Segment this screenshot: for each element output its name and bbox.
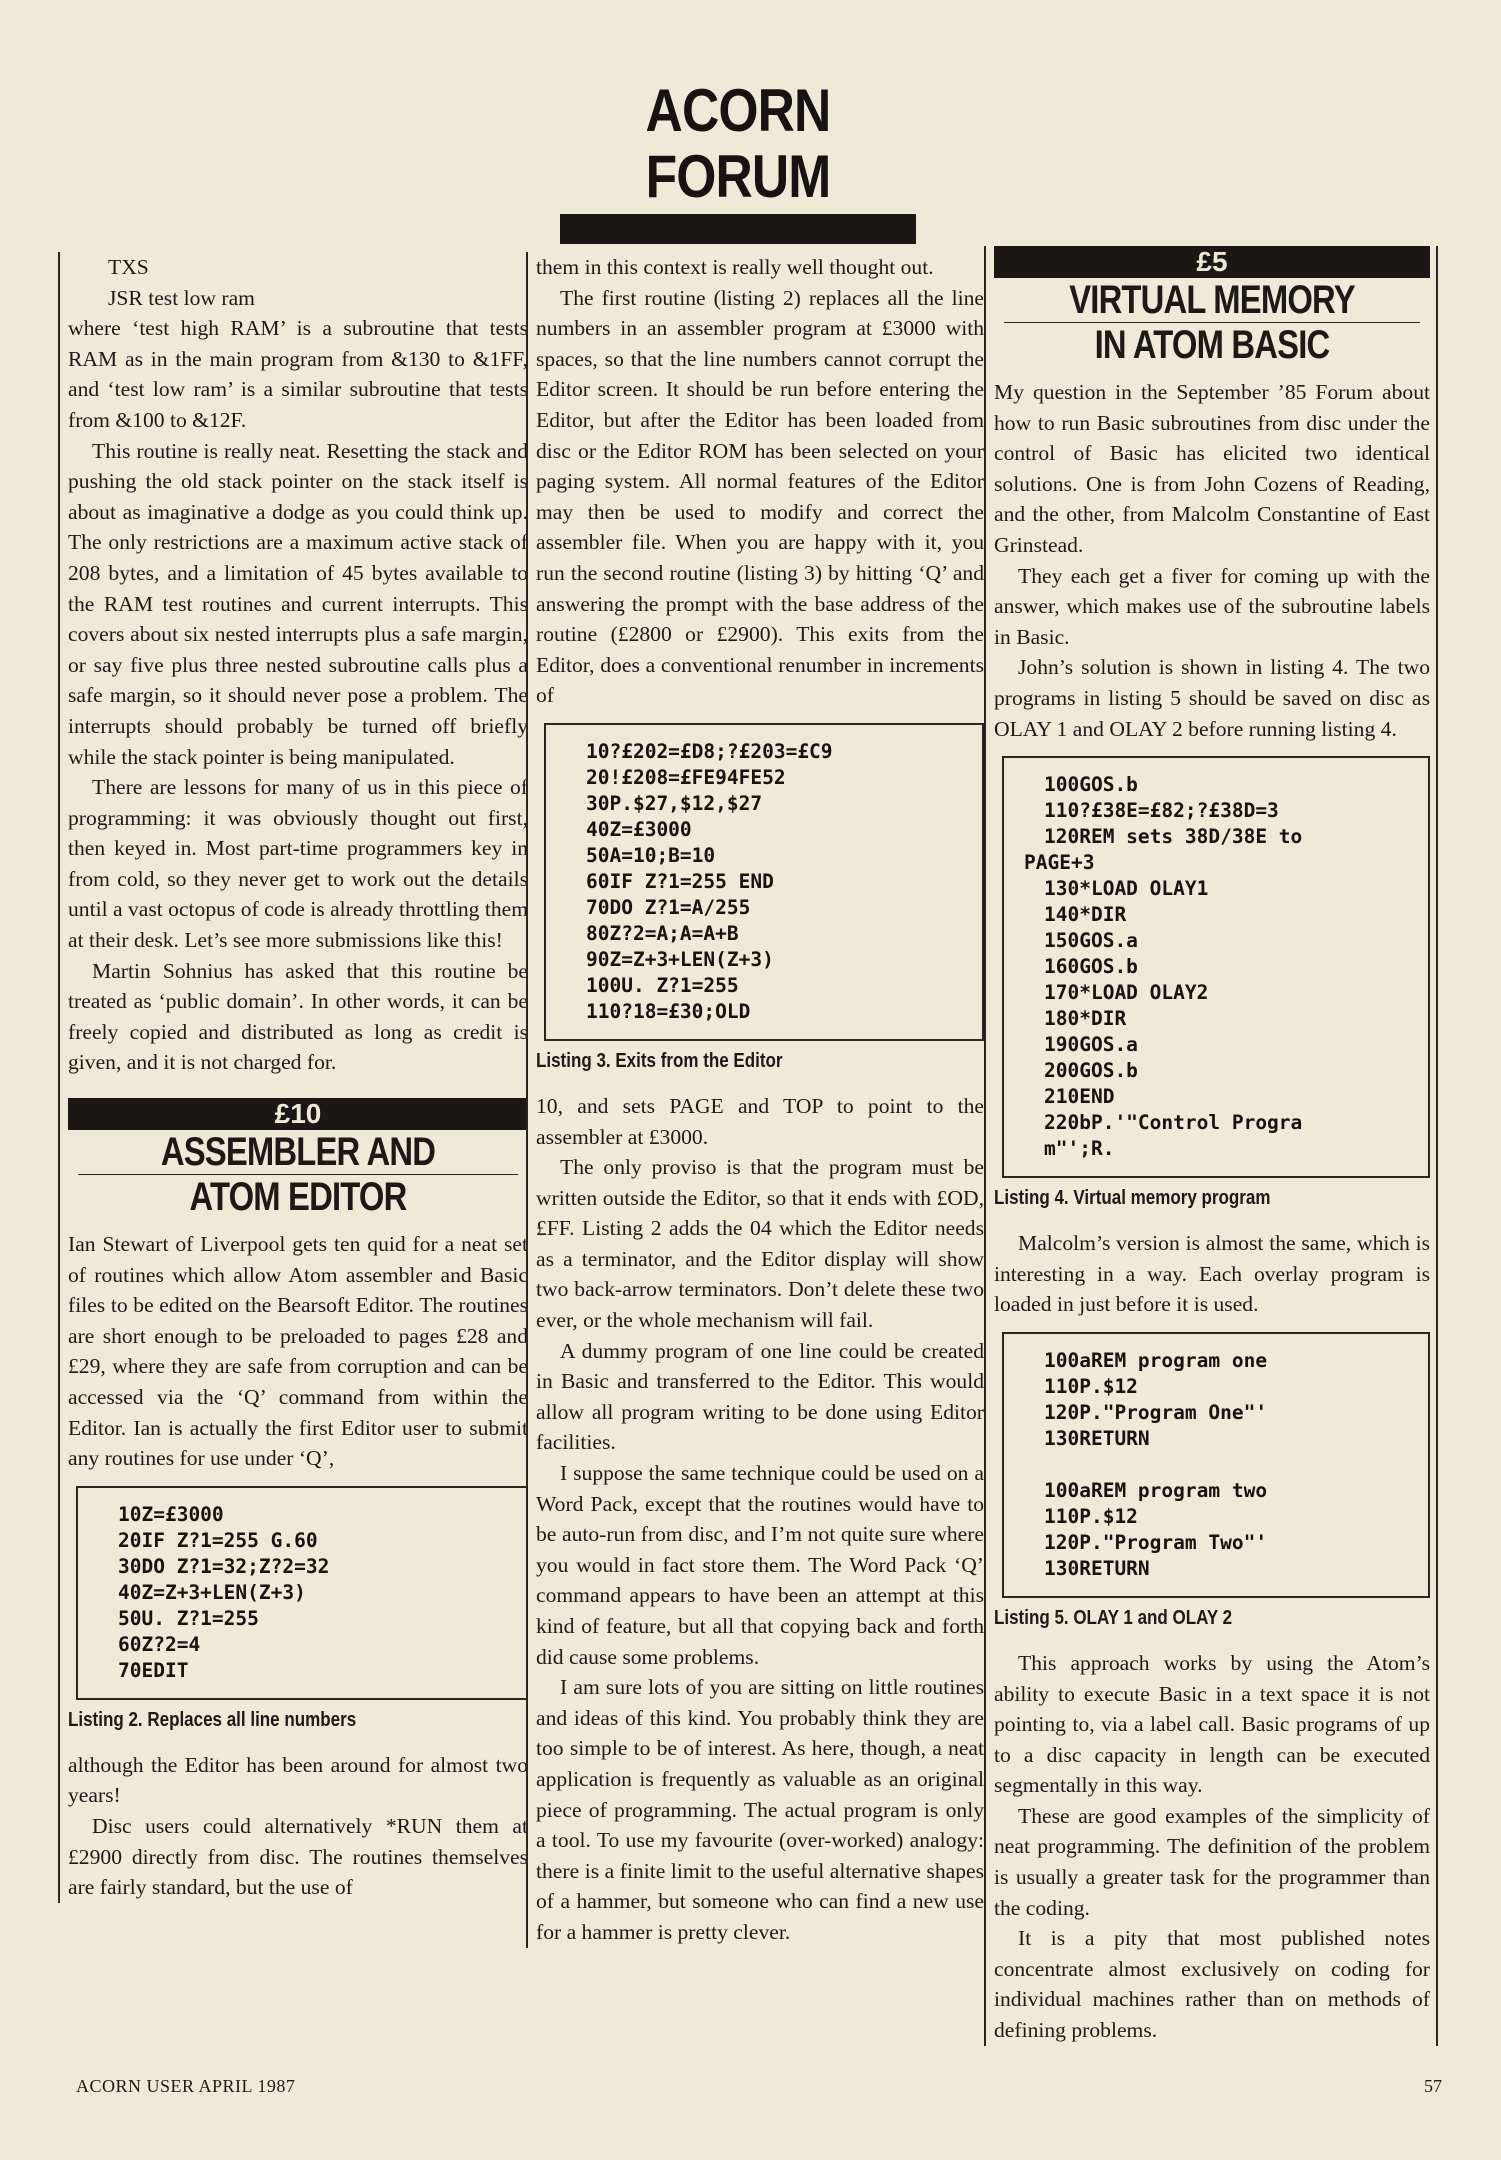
code-line: 50U. Z?1=255 <box>118 1606 259 1630</box>
paragraph: This approach works by using the Atom’s ability to execute Basic in a text space it is not pointing to, via a label call. Basic programs of up to a disc capacity in length can be executed segmentally in this way. <box>994 1650 1430 1798</box>
code-line: 110P.$12 <box>1044 1374 1138 1398</box>
paragraph: The only proviso is that the program must be written outside the Editor, so that it ends with £OD, £FF. Listing 2 adds the 04 which the Editor needs as a terminator, and the Editor display will show two back-arrow terminators. Don’t delete these two ever, or the whole mechanism will fail. <box>536 1155 984 1333</box>
paragraph: I am sure lots of you are sitting on little routines and ideas of this kind. You probably think they are too simple to be of interest. As here, though, a neat application is frequently as valuable as an original piece of programming. The actual program is only a tool. To use my favourite (over-worked) analogy: there is a finite limit to the useful alternative shapes of a hammer, but someone who can find a new use for a hammer is pretty clever. <box>536 1675 984 1944</box>
paragraph: them in this context is really well thought out. <box>536 255 934 279</box>
listing-caption: Listing 2. Replaces all line numbers <box>68 1708 357 1731</box>
paragraph: Ian Stewart of Liverpool gets ten quid for a neat set of routines which allow Atom assembler and Basic files to be edited on the Bearsoft Editor. The routines are short enough to be preloaded to pages £28 and £29, where they are safe from corruption and can be accessed via the ‘Q’ command from within the Editor. Ian is actually the first Editor user to submit any routines for use under ‘Q’, <box>68 1232 528 1471</box>
listing-caption: Listing 3. Exits from the Editor <box>536 1049 783 1072</box>
code-line: 180*DIR <box>1044 1007 1127 1031</box>
footer-publication: ACORN USER APRIL 1987 <box>76 2076 296 2096</box>
code-line: 130RETURN <box>1044 1426 1150 1450</box>
paragraph: These are good examples of the simplicity of neat programming. The definition of the problem is usually a greater task for the programmer than the coding. <box>994 1803 1430 1920</box>
column-3 <box>984 246 1438 2046</box>
prize-banner: £5 <box>994 246 1430 278</box>
paragraph: My question in the September ’85 Forum about how to run Basic subroutines from disc under the control of Basic has elicited two identical solutions. One is from John Cozens of Reading, and the other, from Malcolm Constantine of East Grinstead. <box>994 380 1430 557</box>
paragraph: This routine is really neat. Resetting the stack and pushing the old stack pointer on the stack itself is about as imaginative a dodge as you could think up. The only restrictions are a maximum active stack of 208 bytes, and a limitation of 45 bytes available to the RAM test routines and current interrupts. This covers about six nested interrupts plus a safe margin, or say five plus three nested subroutine calls plus a safe margin, so it should never pose a problem. The interrupts should probably be turned off briefly while the stack pointer is being manipulated. <box>68 438 528 769</box>
code-line: 210END <box>1044 1085 1115 1109</box>
code-line: 110P.$12 <box>1044 1504 1138 1528</box>
code-line: 150GOS.a <box>1044 929 1138 953</box>
code-line: 90Z=Z+3+LEN(Z+3) <box>586 947 774 971</box>
code-line: 120P."Program One"' <box>1044 1400 1268 1424</box>
listing-caption: Listing 5. OLAY 1 and OLAY 2 <box>994 1606 1233 1629</box>
heading-line: VIRTUAL MEMORY <box>1069 278 1355 322</box>
code-line: 100aREM program one <box>1044 1348 1268 1372</box>
listing-3 <box>544 723 984 1041</box>
paragraph: The first routine (listing 2) replaces all the line numbers in an assembler program at £3000 with spaces, so that the line numbers cannot corrupt the Editor screen. It should be run before entering the Editor, but after the Editor has been loaded from disc or the Editor ROM has been selected on your paging system. All normal features of the Editor may then be used to modify and correct the assembler file. When you are happy with it, you run the second routine (listing 3) by hitting ‘Q’ and answering the prompt with the base address of the routine (£2800 or £2900). This exits from the Editor, does a conventional renumber in increments of <box>536 285 984 708</box>
code-line: 110?18=£30;OLD <box>586 999 751 1023</box>
paragraph: A dummy program of one line could be created in Basic and transferred to the Editor. This would allow all program writing to be done using Editor facilities. <box>536 1338 984 1455</box>
paragraph: It is a pity that most published notes concentrate almost exclusively on coding for individual machines rather than on methods of defining problems. <box>994 1926 1430 2043</box>
paragraph: Malcolm’s version is almost the same, which is interesting in a way. Each overlay program is loaded in just before it is used. <box>994 1231 1430 1317</box>
spacer <box>1044 1452 1418 1478</box>
code-line: 10Z=£3000 <box>118 1502 224 1526</box>
listing-2 <box>76 1486 528 1700</box>
heading-line: ASSEMBLER AND <box>160 1130 436 1175</box>
code-line: 200GOS.b <box>1044 1059 1138 1083</box>
code-line: 140*DIR <box>1044 903 1127 927</box>
code-line: 40Z=£3000 <box>586 817 692 841</box>
code-line: 50A=10;B=10 <box>586 843 716 867</box>
code-line: 30DO Z?1=32;Z?2=32 <box>118 1554 330 1578</box>
code-line: 40Z=Z+3+LEN(Z+3) <box>118 1580 306 1604</box>
code-line: 10?£202=£D8;?£203=£C9 <box>586 739 833 763</box>
section-heading-assembler <box>68 1098 528 1219</box>
code-line: 220bP.'"Control Progra <box>1044 1111 1303 1135</box>
code-line: 30P.$27,$12,$27 <box>586 791 763 815</box>
code-line: 60Z?2=4 <box>118 1632 201 1656</box>
code-line: JSR test low ram <box>108 285 255 310</box>
code-line: 110?£38E=£82;?£38D=3 <box>1044 799 1279 823</box>
code-line: PAGE+3 <box>1024 851 1095 875</box>
paragraph: Disc users could alternatively *RUN them at £2900 directly from disc. The routines themselves are fairly standard, but the use of <box>68 1813 528 1900</box>
code-line: 130*LOAD OLAY1 <box>1044 877 1209 901</box>
listing-4 <box>1002 756 1430 1178</box>
code-line: 160GOS.b <box>1044 955 1138 979</box>
column-1 <box>58 252 528 1903</box>
code-line: 60IF Z?1=255 END <box>586 869 774 893</box>
prize-banner: £10 <box>68 1098 528 1130</box>
code-line: 170*LOAD OLAY2 <box>1044 981 1209 1005</box>
column-2 <box>526 252 984 1948</box>
listing-caption: Listing 4. Virtual memory program <box>994 1187 1271 1210</box>
code-line: 100aREM program two <box>1044 1478 1268 1502</box>
paragraph: John’s solution is shown in listing 4. The two programs in listing 5 should be saved on disc as OLAY 1 and OLAY 2 before running listing 4. <box>994 655 1430 741</box>
paragraph: 10, and sets PAGE and TOP to point to the assembler at £3000. <box>536 1093 984 1149</box>
code-line: 20IF Z?1=255 G.60 <box>118 1528 318 1552</box>
heading-line: IN ATOM BASIC <box>1094 323 1330 367</box>
code-line: 190GOS.a <box>1044 1033 1138 1057</box>
code-line: 70EDIT <box>118 1658 189 1682</box>
section-heading-virtual-memory <box>994 246 1430 367</box>
paragraph: There are lessons for many of us in this piece of programming: it was obviously thought out first, then keyed in. Most part-time programmers key in from cold, so they never get to work out the details until a vast octopus of code is already throttling them at their desk. Let’s see more submissions like this! <box>68 775 528 953</box>
code-line: 130RETURN <box>1044 1556 1150 1580</box>
code-line: 20!£208=£FE94FE52 <box>586 765 786 789</box>
paragraph: although the Editor has been around for almost two years! <box>68 1752 528 1808</box>
masthead-title: ACORN FORUM <box>645 77 831 210</box>
paragraph: where ‘test high RAM’ is a subroutine that tests RAM as in the main program from &130 to &1FF, and ‘test low ram’ is a similar subroutine that tests from &100 to &12F. <box>68 316 528 432</box>
paragraph: I suppose the same technique could be used on a Word Pack, except that the routines would have to be auto-run from disc, and I’m not quite sure where you would in fact store them. The Word Pack ‘Q’ command appears to have been an attempt at this kind of feature, but all that copying back and forth did cause some problems. <box>536 1461 984 1669</box>
code-line: m"';R. <box>1044 1137 1115 1161</box>
page-number: 57 <box>1424 2076 1442 2096</box>
code-line: 120P."Program Two"' <box>1044 1530 1268 1554</box>
code-line: 120REM sets 38D/38E to <box>1044 825 1303 849</box>
masthead <box>560 78 916 244</box>
masthead-bar <box>560 214 916 244</box>
code-line: 100GOS.b <box>1044 773 1138 797</box>
paragraph: Martin Sohnius has asked that this routine be treated as ‘public domain’. In other words, it can be freely copied and distributed as long as credit is given, and it is not charged for. <box>68 958 528 1075</box>
code-line: 80Z?2=A;A=A+B <box>586 921 739 945</box>
code-line: TXS <box>108 255 149 279</box>
listing-5 <box>1002 1332 1430 1598</box>
code-line: 100U. Z?1=255 <box>586 973 739 997</box>
heading-line: ATOM EDITOR <box>189 1175 407 1220</box>
paragraph: They each get a fiver for coming up with the answer, which makes use of the subroutine labels in Basic. <box>994 563 1430 649</box>
code-line: 70DO Z?1=A/255 <box>586 895 751 919</box>
